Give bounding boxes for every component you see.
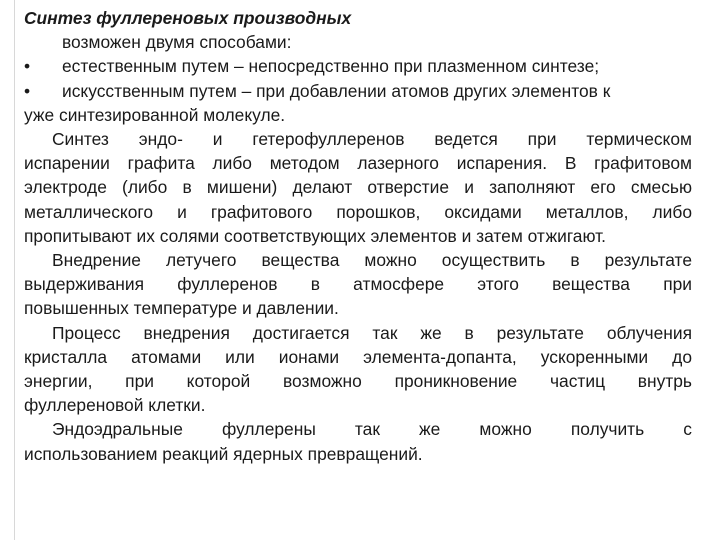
paragraph-line: пропитывают их солями соответствующих элементов и затем отжигают. <box>24 225 606 246</box>
paragraph-synthesis <box>24 127 692 248</box>
bullet-item-natural <box>24 54 692 78</box>
left-margin-rule <box>14 0 15 540</box>
bullet-text-continuation: уже синтезированной молекуле. <box>24 104 286 125</box>
bullet-text: искусственным путем – при добавлении атомов других элементов к <box>62 80 611 101</box>
paragraph-line: Внедрение летучего вещества можно осуществить в результате <box>52 250 692 271</box>
paragraph-line: Синтез эндо- и гетерофуллеренов ведется при термическом <box>52 129 692 150</box>
paragraph-line: Процесс внедрения достигается так же в результате облучения <box>52 322 692 343</box>
intro-line: возможен двумя способами: <box>62 32 292 53</box>
bullet-text: естественным путем – непосредственно при плазменном синтезе; <box>62 56 600 77</box>
paragraph-line: испарении графита либо методом лазерного испарения. В графитовом <box>24 153 692 174</box>
paragraph-line: металлического и графитового порошков, оксидами металлов, либо <box>24 201 692 222</box>
paragraph-line: повышенных температуре и давлении. <box>24 298 339 319</box>
paragraph-nuclear <box>24 417 692 465</box>
paragraph-line: энергии, при которой возможно проникновение частиц внутрь <box>24 371 692 392</box>
bullet-item-artificial <box>24 79 692 103</box>
heading: Синтез фуллереновых производных <box>24 8 352 28</box>
paragraph-irradiation <box>24 321 692 418</box>
paragraph-line: фуллереновой клетки. <box>24 395 206 416</box>
bullet-marker: • <box>24 80 31 101</box>
paragraph-line: кристалла атомами или ионами элемента-допанта, ускоренными до <box>24 346 692 367</box>
paragraph-line: использованием реакций ядерных превращений. <box>24 443 423 464</box>
paragraph-line: выдерживания фуллеренов в атмосфере этого вещества при <box>24 274 692 295</box>
bullet-marker: • <box>24 56 31 77</box>
paragraph-line: электроде (либо в мишени) делают отверстие и заполняют его смесью <box>24 177 692 198</box>
document-body <box>24 6 692 466</box>
paragraph-volatile-insertion <box>24 248 692 321</box>
paragraph-line: Эндоэдральные фуллерены так же можно получить с <box>52 419 692 440</box>
